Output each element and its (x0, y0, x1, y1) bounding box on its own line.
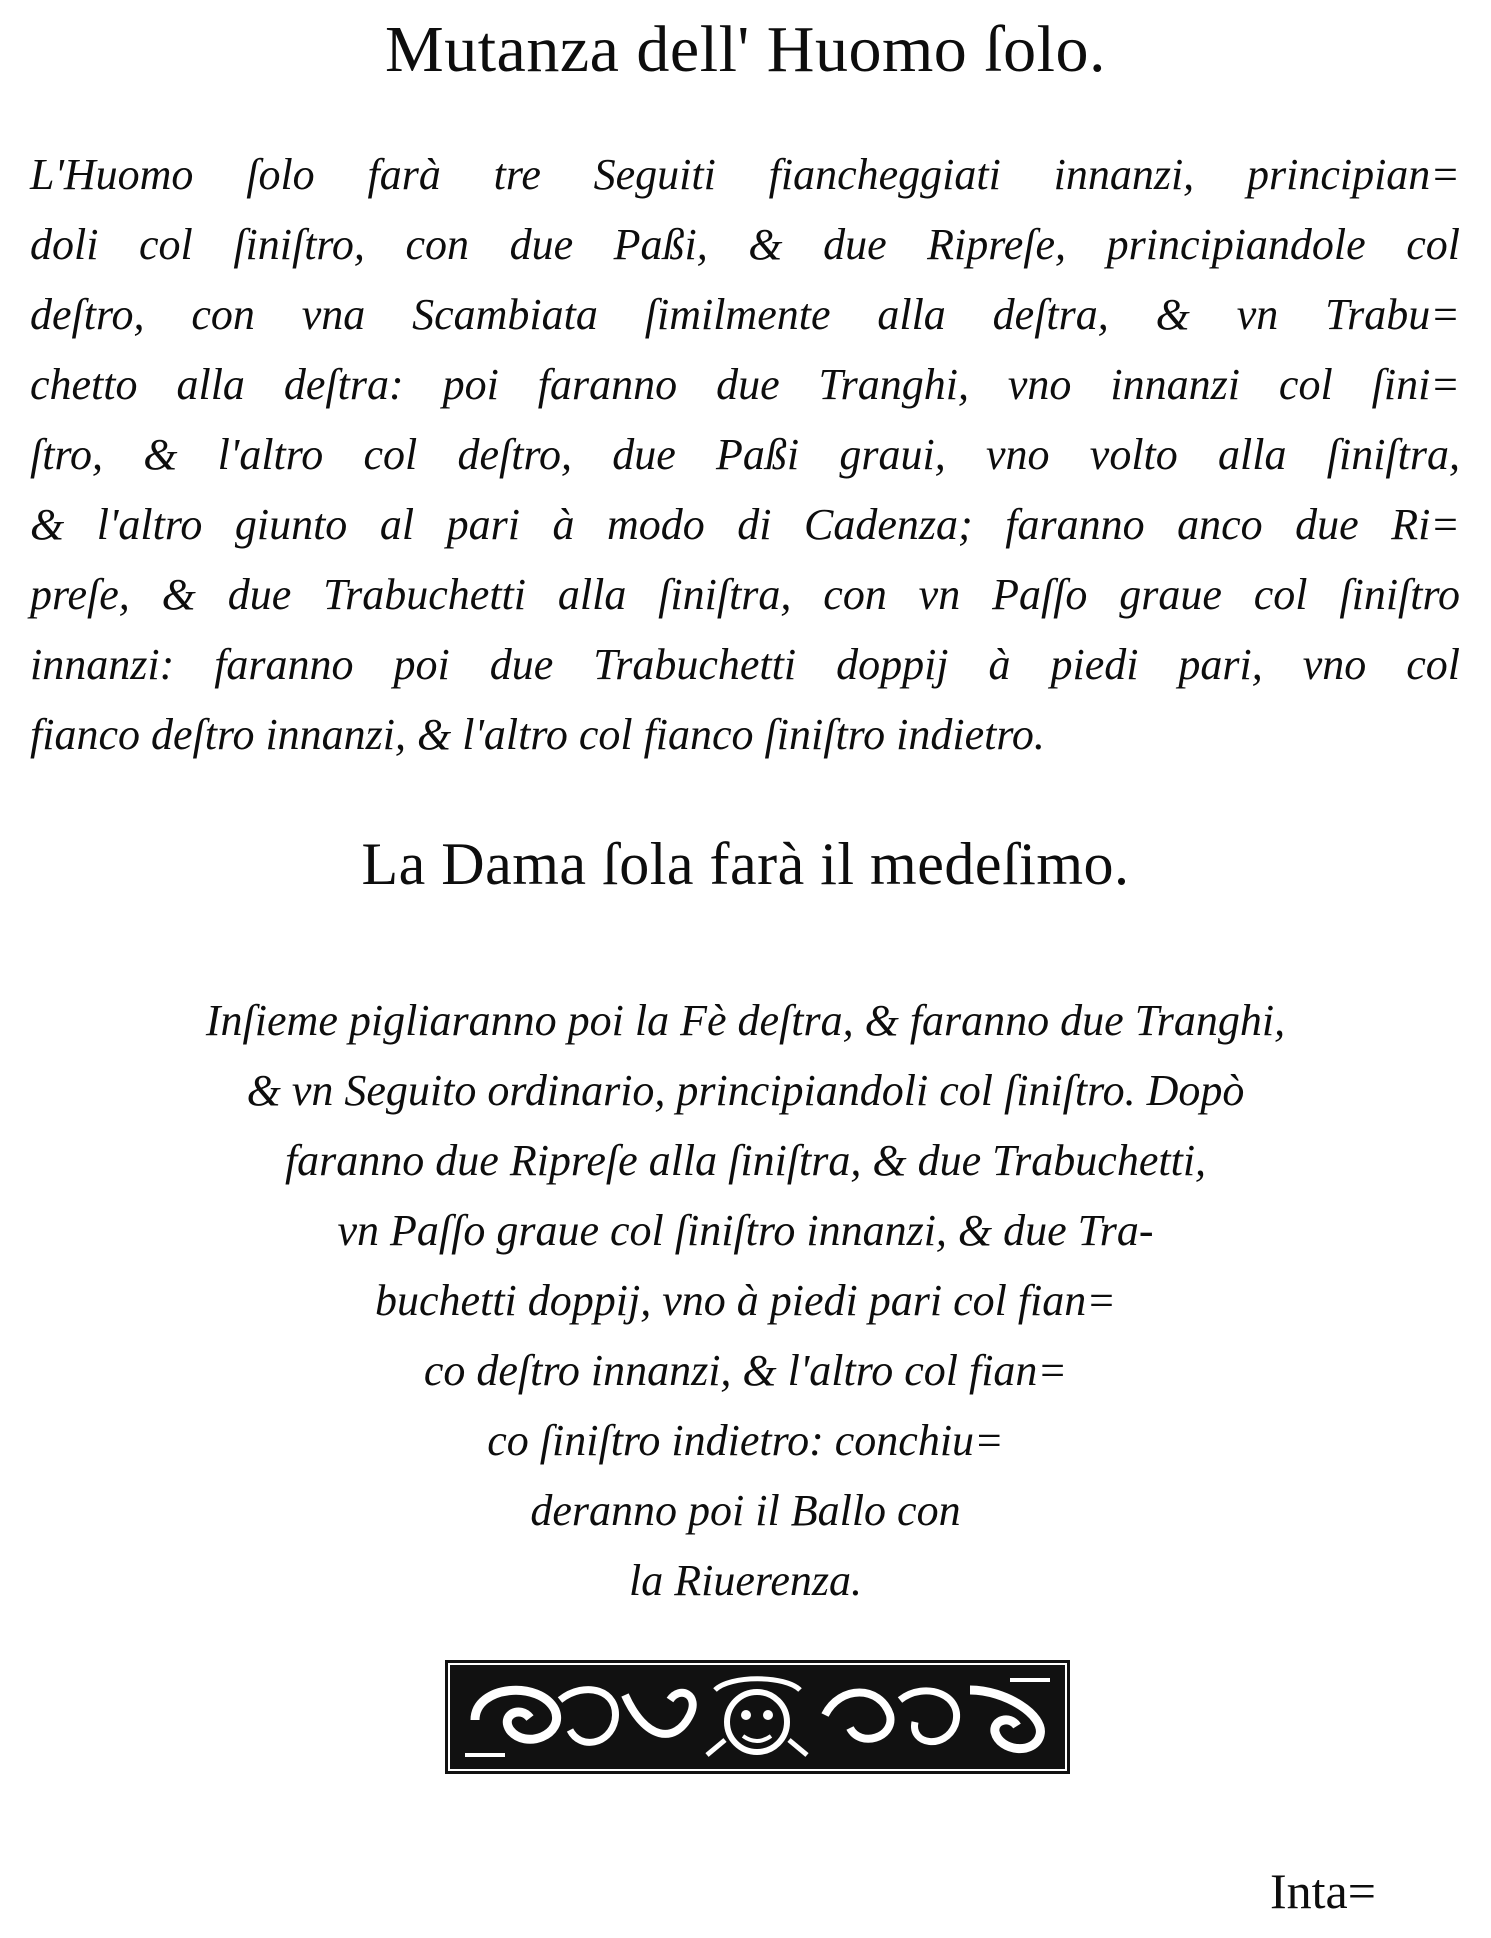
text-line: vn Paſſo graue col ſiniſtro innanzi, & due Tra- (337, 1206, 1154, 1255)
catchword: Inta= (1270, 1863, 1376, 1919)
text-line: ſtro, & l'altro col deſtro, due Paßi graui, vno volto alla ſiniſtra, (30, 430, 1460, 479)
ornament-woodcut-icon (445, 1660, 1070, 1774)
text-line: deranno poi il Ballo con (530, 1486, 961, 1535)
text-line: fianco deſtro innanzi, & l'altro col fianco ſiniſtro indietro. (30, 710, 1045, 759)
text-line: doli col ſiniſtro, con due Paßi, & due Ripreſe, principiandole col (30, 220, 1460, 269)
text-line: preſe, & due Trabuchetti alla ſiniſtra, con vn Paſſo graue col ſiniſtro (30, 570, 1460, 619)
section-title: Mutanza dell' Huomo ſolo. (385, 13, 1106, 86)
paragraph-huomo (30, 140, 1460, 770)
text-line: chetto alla deſtra: poi faranno due Tranghi, vno innanzi col ſini= (30, 360, 1460, 409)
text-line: innanzi: faranno poi due Trabuchetti doppij à piedi pari, vno col (30, 640, 1460, 689)
text-line: & l'altro giunto al pari à modo di Cadenza; faranno anco due Ri= (30, 500, 1460, 549)
text-line: la Riuerenza. (629, 1556, 862, 1605)
text-line: L'Huomo ſolo farà tre Seguiti fiancheggiati innanzi, principian= (30, 150, 1460, 199)
text-line: co ſiniſtro indietro: conchiu= (487, 1416, 1004, 1465)
section-subtitle: La Dama ſola farà il medeſimo. (361, 831, 1130, 897)
paragraph-insieme (0, 986, 1491, 1616)
text-line: buchetti doppij, vno à piedi pari col fian= (375, 1276, 1116, 1325)
text-line: co deſtro innanzi, & l'altro col fian= (423, 1346, 1068, 1395)
text-line: deſtro, con vna Scambiata ſimilmente alla deſtra, & vn Trabu= (30, 290, 1460, 339)
text-line: & vn Seguito ordinario, principiandoli col ſiniſtro. Dopò (246, 1066, 1245, 1115)
text-line: faranno due Ripreſe alla ſiniſtra, & due Trabuchetti, (284, 1136, 1207, 1185)
text-line: Inſieme pigliaranno poi la Fè deſtra, & faranno due Tranghi, (205, 996, 1286, 1045)
